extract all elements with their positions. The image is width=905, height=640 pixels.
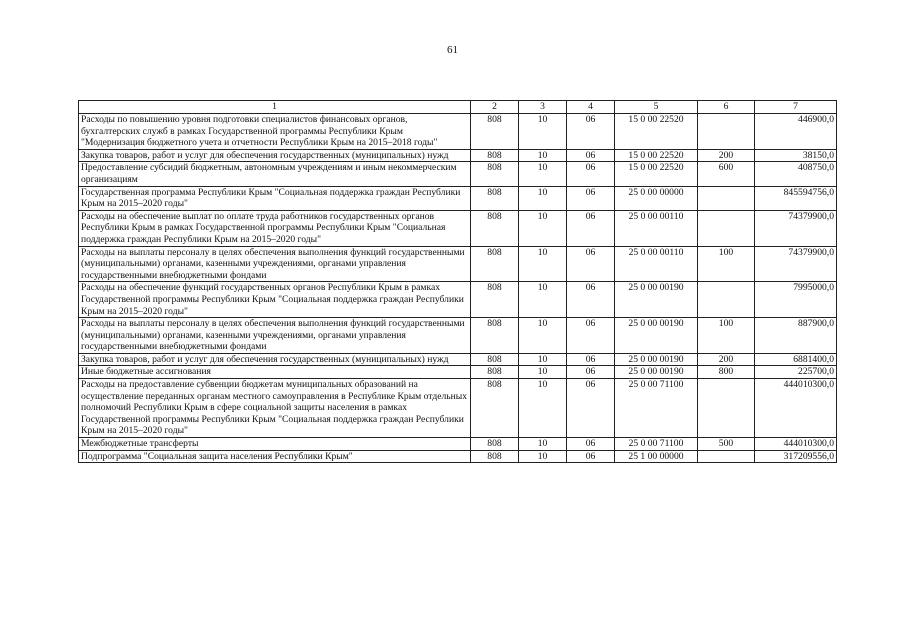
section-code: 10 (519, 162, 567, 186)
section-code: 10 (519, 379, 567, 438)
table-row (79, 210, 837, 246)
expense-name: Иные бюджетные ассигнования (79, 366, 471, 379)
target-article-code: 25 0 00 71100 (615, 379, 698, 438)
subsection-code: 06 (567, 282, 615, 318)
expense-type-code (698, 379, 755, 438)
target-article-code: 25 0 00 00190 (615, 366, 698, 379)
budget-table (78, 100, 837, 463)
table-row (79, 438, 837, 451)
section-code: 10 (519, 438, 567, 451)
column-header: 6 (698, 101, 755, 114)
expense-type-code (698, 186, 755, 210)
table-row (79, 246, 837, 282)
ministry-code: 808 (471, 186, 519, 210)
target-article-code: 15 0 00 22520 (615, 149, 698, 162)
page-number: 61 (447, 44, 458, 56)
subsection-code: 06 (567, 318, 615, 354)
amount: 444010300,0 (755, 438, 837, 451)
ministry-code: 808 (471, 282, 519, 318)
amount: 74379900,0 (755, 210, 837, 246)
table-row (79, 366, 837, 379)
target-article-code: 25 0 00 71100 (615, 438, 698, 451)
subsection-code: 06 (567, 379, 615, 438)
ministry-code: 808 (471, 438, 519, 451)
subsection-code: 06 (567, 186, 615, 210)
column-header: 4 (567, 101, 615, 114)
amount: 444010300,0 (755, 379, 837, 438)
target-article-code: 15 0 00 22520 (615, 114, 698, 150)
section-code: 10 (519, 450, 567, 463)
expense-type-code (698, 114, 755, 150)
amount: 845594756,0 (755, 186, 837, 210)
table-row (79, 379, 837, 438)
subsection-code: 06 (567, 114, 615, 150)
ministry-code: 808 (471, 366, 519, 379)
expense-type-code: 800 (698, 366, 755, 379)
table-row (79, 282, 837, 318)
expense-type-code: 500 (698, 438, 755, 451)
ministry-code: 808 (471, 379, 519, 438)
section-code: 10 (519, 186, 567, 210)
amount: 446900,0 (755, 114, 837, 150)
subsection-code: 06 (567, 353, 615, 366)
expense-type-code: 200 (698, 149, 755, 162)
table-row (79, 450, 837, 463)
expense-name: Расходы на выплаты персоналу в целях обеспечения выполнения функций государственными (муниципальными) органами, казенными учреждениями, органами управления государственными внебюджетными фондами (79, 318, 471, 354)
ministry-code: 808 (471, 210, 519, 246)
section-code: 10 (519, 210, 567, 246)
subsection-code: 06 (567, 438, 615, 451)
header-row (79, 101, 837, 114)
ministry-code: 808 (471, 353, 519, 366)
expense-name: Подпрограмма "Социальная защита населения Республики Крым" (79, 450, 471, 463)
column-header: 1 (79, 101, 471, 114)
amount: 225700,0 (755, 366, 837, 379)
expense-type-code (698, 210, 755, 246)
table-row (79, 149, 837, 162)
amount: 6881400,0 (755, 353, 837, 366)
subsection-code: 06 (567, 162, 615, 186)
target-article-code: 25 0 00 00110 (615, 210, 698, 246)
subsection-code: 06 (567, 450, 615, 463)
expense-name: Предоставление субсидий бюджетным, автономным учреждениям и иным некоммерческим организациям (79, 162, 471, 186)
target-article-code: 25 0 00 00190 (615, 353, 698, 366)
column-header: 5 (615, 101, 698, 114)
target-article-code: 25 0 00 00190 (615, 318, 698, 354)
expense-type-code: 100 (698, 318, 755, 354)
expense-name: Расходы на предоставление субвенции бюджетам муниципальных образований на осуществление переданных органам местного самоуправления в Республике Крым отдельных полномочий Республики Крым в сфере социальной защиты населения в рамках Государственной программы Республики Крым "Социальная поддержка граждан Республики Крым на 2015–2020 годы" (79, 379, 471, 438)
ministry-code: 808 (471, 318, 519, 354)
target-article-code: 25 0 00 00000 (615, 186, 698, 210)
target-article-code: 25 1 00 00000 (615, 450, 698, 463)
expense-type-code (698, 282, 755, 318)
section-code: 10 (519, 246, 567, 282)
amount: 7995000,0 (755, 282, 837, 318)
amount: 408750,0 (755, 162, 837, 186)
expense-name: Расходы по повышению уровня подготовки специалистов финансовых органов, бухгалтерских служб в рамках Государственной программы Республики Крым "Модернизация бюджетного учета и отчетности Республики Крым на 2015–2018 годы" (79, 114, 471, 150)
expense-type-code: 200 (698, 353, 755, 366)
amount: 887900,0 (755, 318, 837, 354)
section-code: 10 (519, 149, 567, 162)
expense-name: Расходы на обеспечение функций государственных органов Республики Крым в рамках Государственной программы Республики Крым "Социальная поддержка граждан Республики Крым на 2015–2020 годы" (79, 282, 471, 318)
section-code: 10 (519, 282, 567, 318)
expense-name: Межбюджетные трансферты (79, 438, 471, 451)
table-row (79, 318, 837, 354)
expense-type-code (698, 450, 755, 463)
column-header: 3 (519, 101, 567, 114)
expense-name: Расходы на обеспечение выплат по оплате труда работников государственных органов Республики Крым в рамках Государственной программы Республики Крым "Социальная поддержка граждан Республики Крым на 2015–2020 годы" (79, 210, 471, 246)
target-article-code: 25 0 00 00190 (615, 282, 698, 318)
ministry-code: 808 (471, 162, 519, 186)
expense-name: Расходы на выплаты персоналу в целях обеспечения выполнения функций государственными (муниципальными) органами, казенными учреждениями, органами управления государственными внебюджетными фондами (79, 246, 471, 282)
table-row (79, 353, 837, 366)
expense-name: Закупка товаров, работ и услуг для обеспечения государственных (муниципальных) нужд (79, 353, 471, 366)
subsection-code: 06 (567, 149, 615, 162)
subsection-code: 06 (567, 210, 615, 246)
amount: 317209556,0 (755, 450, 837, 463)
ministry-code: 808 (471, 246, 519, 282)
amount: 38150,0 (755, 149, 837, 162)
expense-name: Государственная программа Республики Крым "Социальная поддержка граждан Республики Крым на 2015–2020 годы" (79, 186, 471, 210)
subsection-code: 06 (567, 366, 615, 379)
ministry-code: 808 (471, 149, 519, 162)
subsection-code: 06 (567, 246, 615, 282)
target-article-code: 25 0 00 00110 (615, 246, 698, 282)
section-code: 10 (519, 353, 567, 366)
section-code: 10 (519, 318, 567, 354)
table-row (79, 114, 837, 150)
expense-name: Закупка товаров, работ и услуг для обеспечения государственных (муниципальных) нужд (79, 149, 471, 162)
table-row (79, 162, 837, 186)
column-header: 7 (755, 101, 837, 114)
section-code: 10 (519, 114, 567, 150)
ministry-code: 808 (471, 450, 519, 463)
target-article-code: 15 0 00 22520 (615, 162, 698, 186)
amount: 74379900,0 (755, 246, 837, 282)
column-header: 2 (471, 101, 519, 114)
expense-type-code: 100 (698, 246, 755, 282)
ministry-code: 808 (471, 114, 519, 150)
expense-type-code: 600 (698, 162, 755, 186)
table-row (79, 186, 837, 210)
section-code: 10 (519, 366, 567, 379)
